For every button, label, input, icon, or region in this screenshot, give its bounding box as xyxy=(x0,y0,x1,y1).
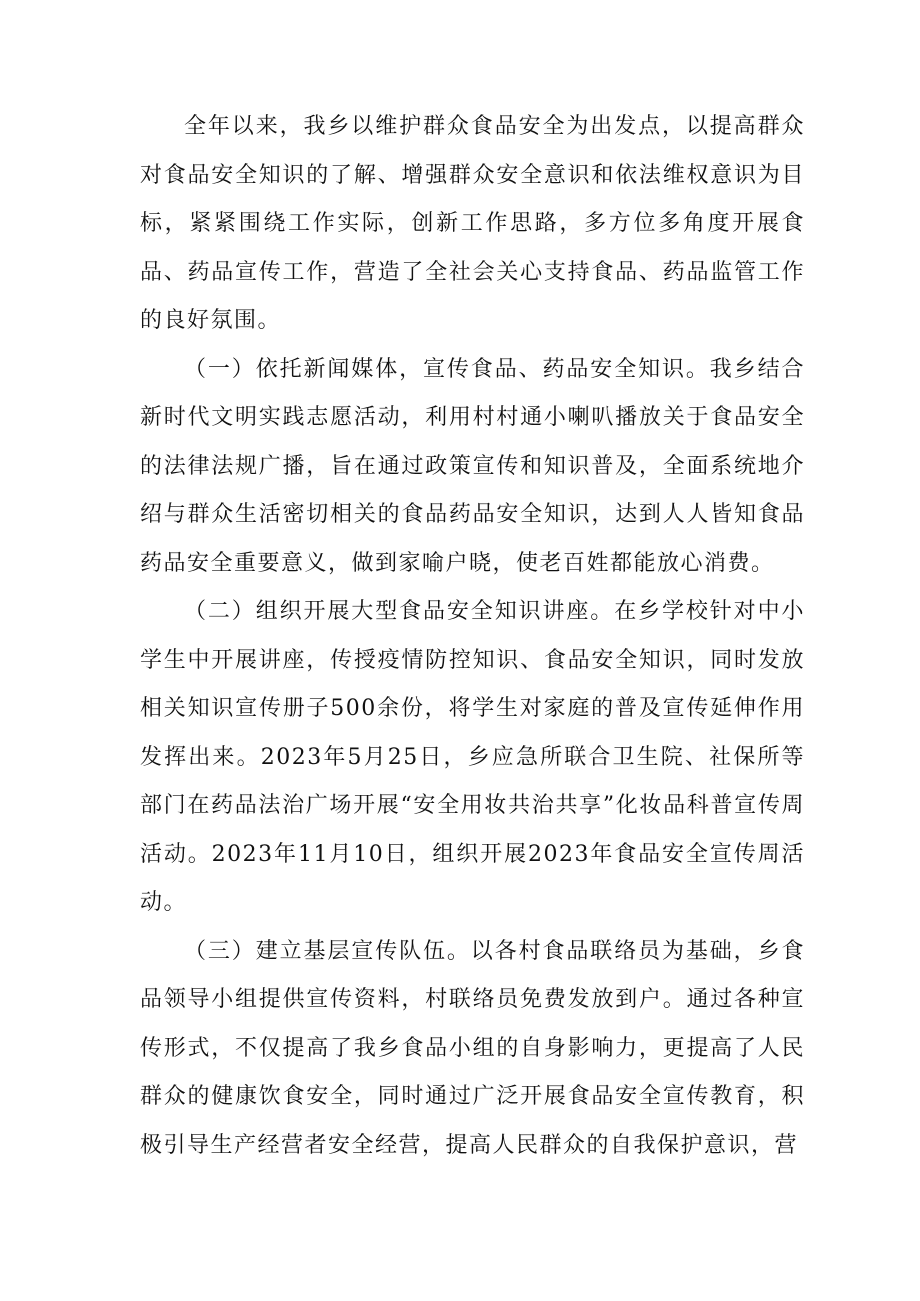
paragraph-intro: 全年以来，我乡以维护群众食品安全为出发点，以提高群众对食品安全知识的了解、增强群众安全意识和依法维权意识为目标，紧紧围绕工作实际，创新工作思路，多方位多角度开展食品、药品宣传工作，营造了全社会关心支持食品、药品监管工作的良好氛围。 xyxy=(140,114,805,333)
paragraph-section-2: （二）组织开展大型食品安全知识讲座。在乡学校针对中小学生中开展讲座，传授疫情防控知识、食品安全知识，同时发放相关知识宣传册子500余份，将学生对家庭的普及宣传延伸作用发挥出来。2023年5月25日，乡应急所联合卫生院、社保所等部门在药品法治广场开展“安全用妆共治共享”化妆品科普宣传周活动。2023年11月10日，组织开展2023年食品安全宣传周活动。 xyxy=(140,599,805,915)
paragraph-section-1: （一）依托新闻媒体，宣传食品、药品安全知识。我乡结合新时代文明实践志愿活动，利用村村通小喇叭播放关于食品安全的法律法规广播，旨在通过政策宣传和知识普及，全面系统地介绍与群众生活密切相关的食品药品安全知识，达到人人皆知食品药品安全重要意义，做到家喻户晓，使老百姓都能放心消费。 xyxy=(140,356,805,576)
paragraph-section-3: （三）建立基层宣传队伍。以各村食品联络员为基础，乡食品领导小组提供宣传资料，村联络员免费发放到户。通过各种宣传形式，不仅提高了我乡食品小组的自身影响力，更提高了人民群众的健康饮食安全，同时通过广泛开展食品安全宣传教育，积极引导生产经营者安全经营，提高人民群众的自我保护意识，营 xyxy=(140,938,805,1158)
document-body xyxy=(140,103,805,1170)
